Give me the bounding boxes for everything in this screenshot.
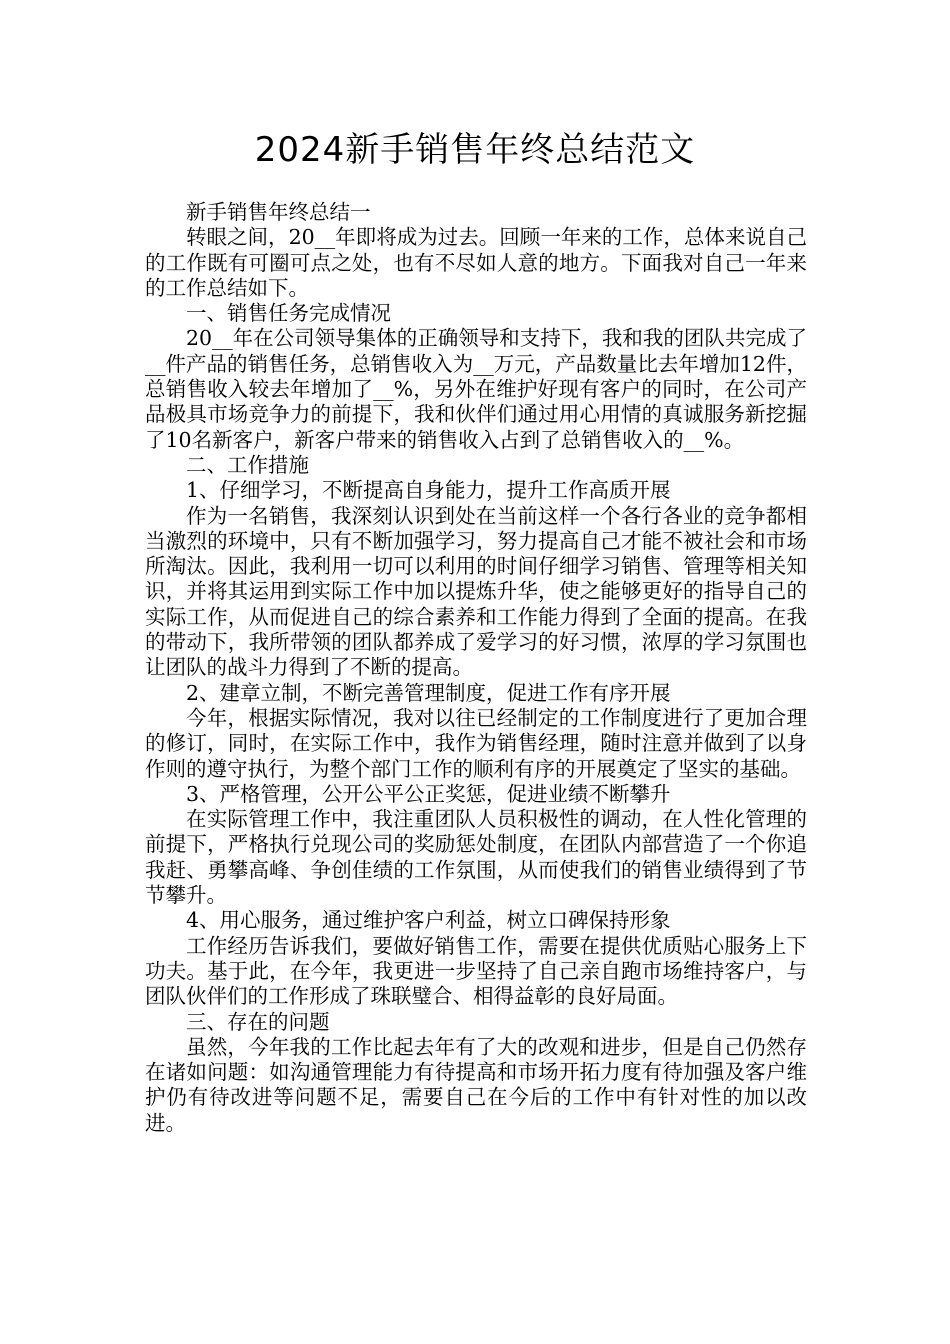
section-heading: 一、销售任务完成情况 [186, 301, 391, 326]
subsection-heading: 3、严格管理，公开公平公正奖惩，促进业绩不断攀升 [186, 781, 671, 806]
body-paragraph: 转眼之间，20__年即将成为过去。回顾一年来的工作，总体来说自己的工作既有可圈可点之处，也有不尽如人意的地方。下面我对自己一年来的工作总结如下。 [145, 225, 807, 300]
subsection-heading: 4、用心服务，通过维护客户利益，树立口碑保持形象 [186, 908, 671, 933]
subsection-heading: 2、建章立制，不断完善管理制度，促进工作有序开展 [186, 680, 671, 705]
body-paragraph: 20__年在公司领导集体的正确领导和支持下，我和我的团队共完成了__件产品的销售任务，总销售收入为__万元，产品数量比去年增加12件，总销售收入较去年增加了__%，另外在维护好现有客户的同时，在公司产品极具市场竞争力的前提下，我和伙伴们通过用心用情的真诚服务新挖掘了10名新客户，新客户带来的销售收入占到了总销售收入的__%。 [145, 326, 807, 452]
document-title: 2024新手销售年终总结范文 [254, 130, 696, 170]
section-heading: 二、工作措施 [186, 452, 309, 477]
section-heading: 三、存在的问题 [186, 1009, 330, 1034]
body-paragraph: 在实际管理工作中，我注重团队人员积极性的调动，在人性化管理的前提下，严格执行兑现公司的奖励惩处制度，在团队内部营造了一个你追我赶、勇攀高峰、争创佳绩的工作氛围，从而使我们的销售业绩得到了节节攀升。 [145, 807, 807, 908]
document-body [145, 200, 807, 1136]
body-paragraph: 工作经历告诉我们，要做好销售工作，需要在提供优质贴心服务上下功夫。基于此，在今年，我更进一步坚持了自己亲自跑市场维持客户，与团队伙伴们的工作形成了珠联璧合、相得益彰的良好局面。 [145, 933, 807, 1009]
body-paragraph: 作为一名销售，我深刻认识到处在当前这样一个各行各业的竞争都相当激烈的环境中，只有不断加强学习，努力提高自己才能不被社会和市场所淘汰。因此，我利用一切可以利用的时间仔细学习销售、管理等相关知识，并将其运用到实际工作中加以提炼升华，使之能够更好的指导自己的实际工作，从而促进自己的综合素养和工作能力得到了全面的提高。在我的带动下，我所带领的团队都养成了爱学习的好习惯，浓厚的学习氛围也让团队的战斗力得到了不断的提高。 [145, 503, 807, 680]
subsection-heading: 1、仔细学习，不断提高自身能力，提升工作高质开展 [186, 478, 671, 503]
body-paragraph: 虽然，今年我的工作比起去年有了大的改观和进步，但是自己仍然存在诸如问题：如沟通管理能力有待提高和市场开拓力度有待加强及客户维护仍有待改进等问题不足，需要自己在今后的工作中有针对性的加以改进。 [145, 1034, 807, 1135]
subtitle-paragraph: 新手销售年终总结一 [186, 200, 371, 224]
body-paragraph: 今年，根据实际情况，我对以往已经制定的工作制度进行了更加合理的修订，同时，在实际工作中，我作为销售经理，随时注意并做到了以身作则的遵守执行，为整个部门工作的顺利有序的开展奠定了坚实的基础。 [145, 705, 807, 781]
